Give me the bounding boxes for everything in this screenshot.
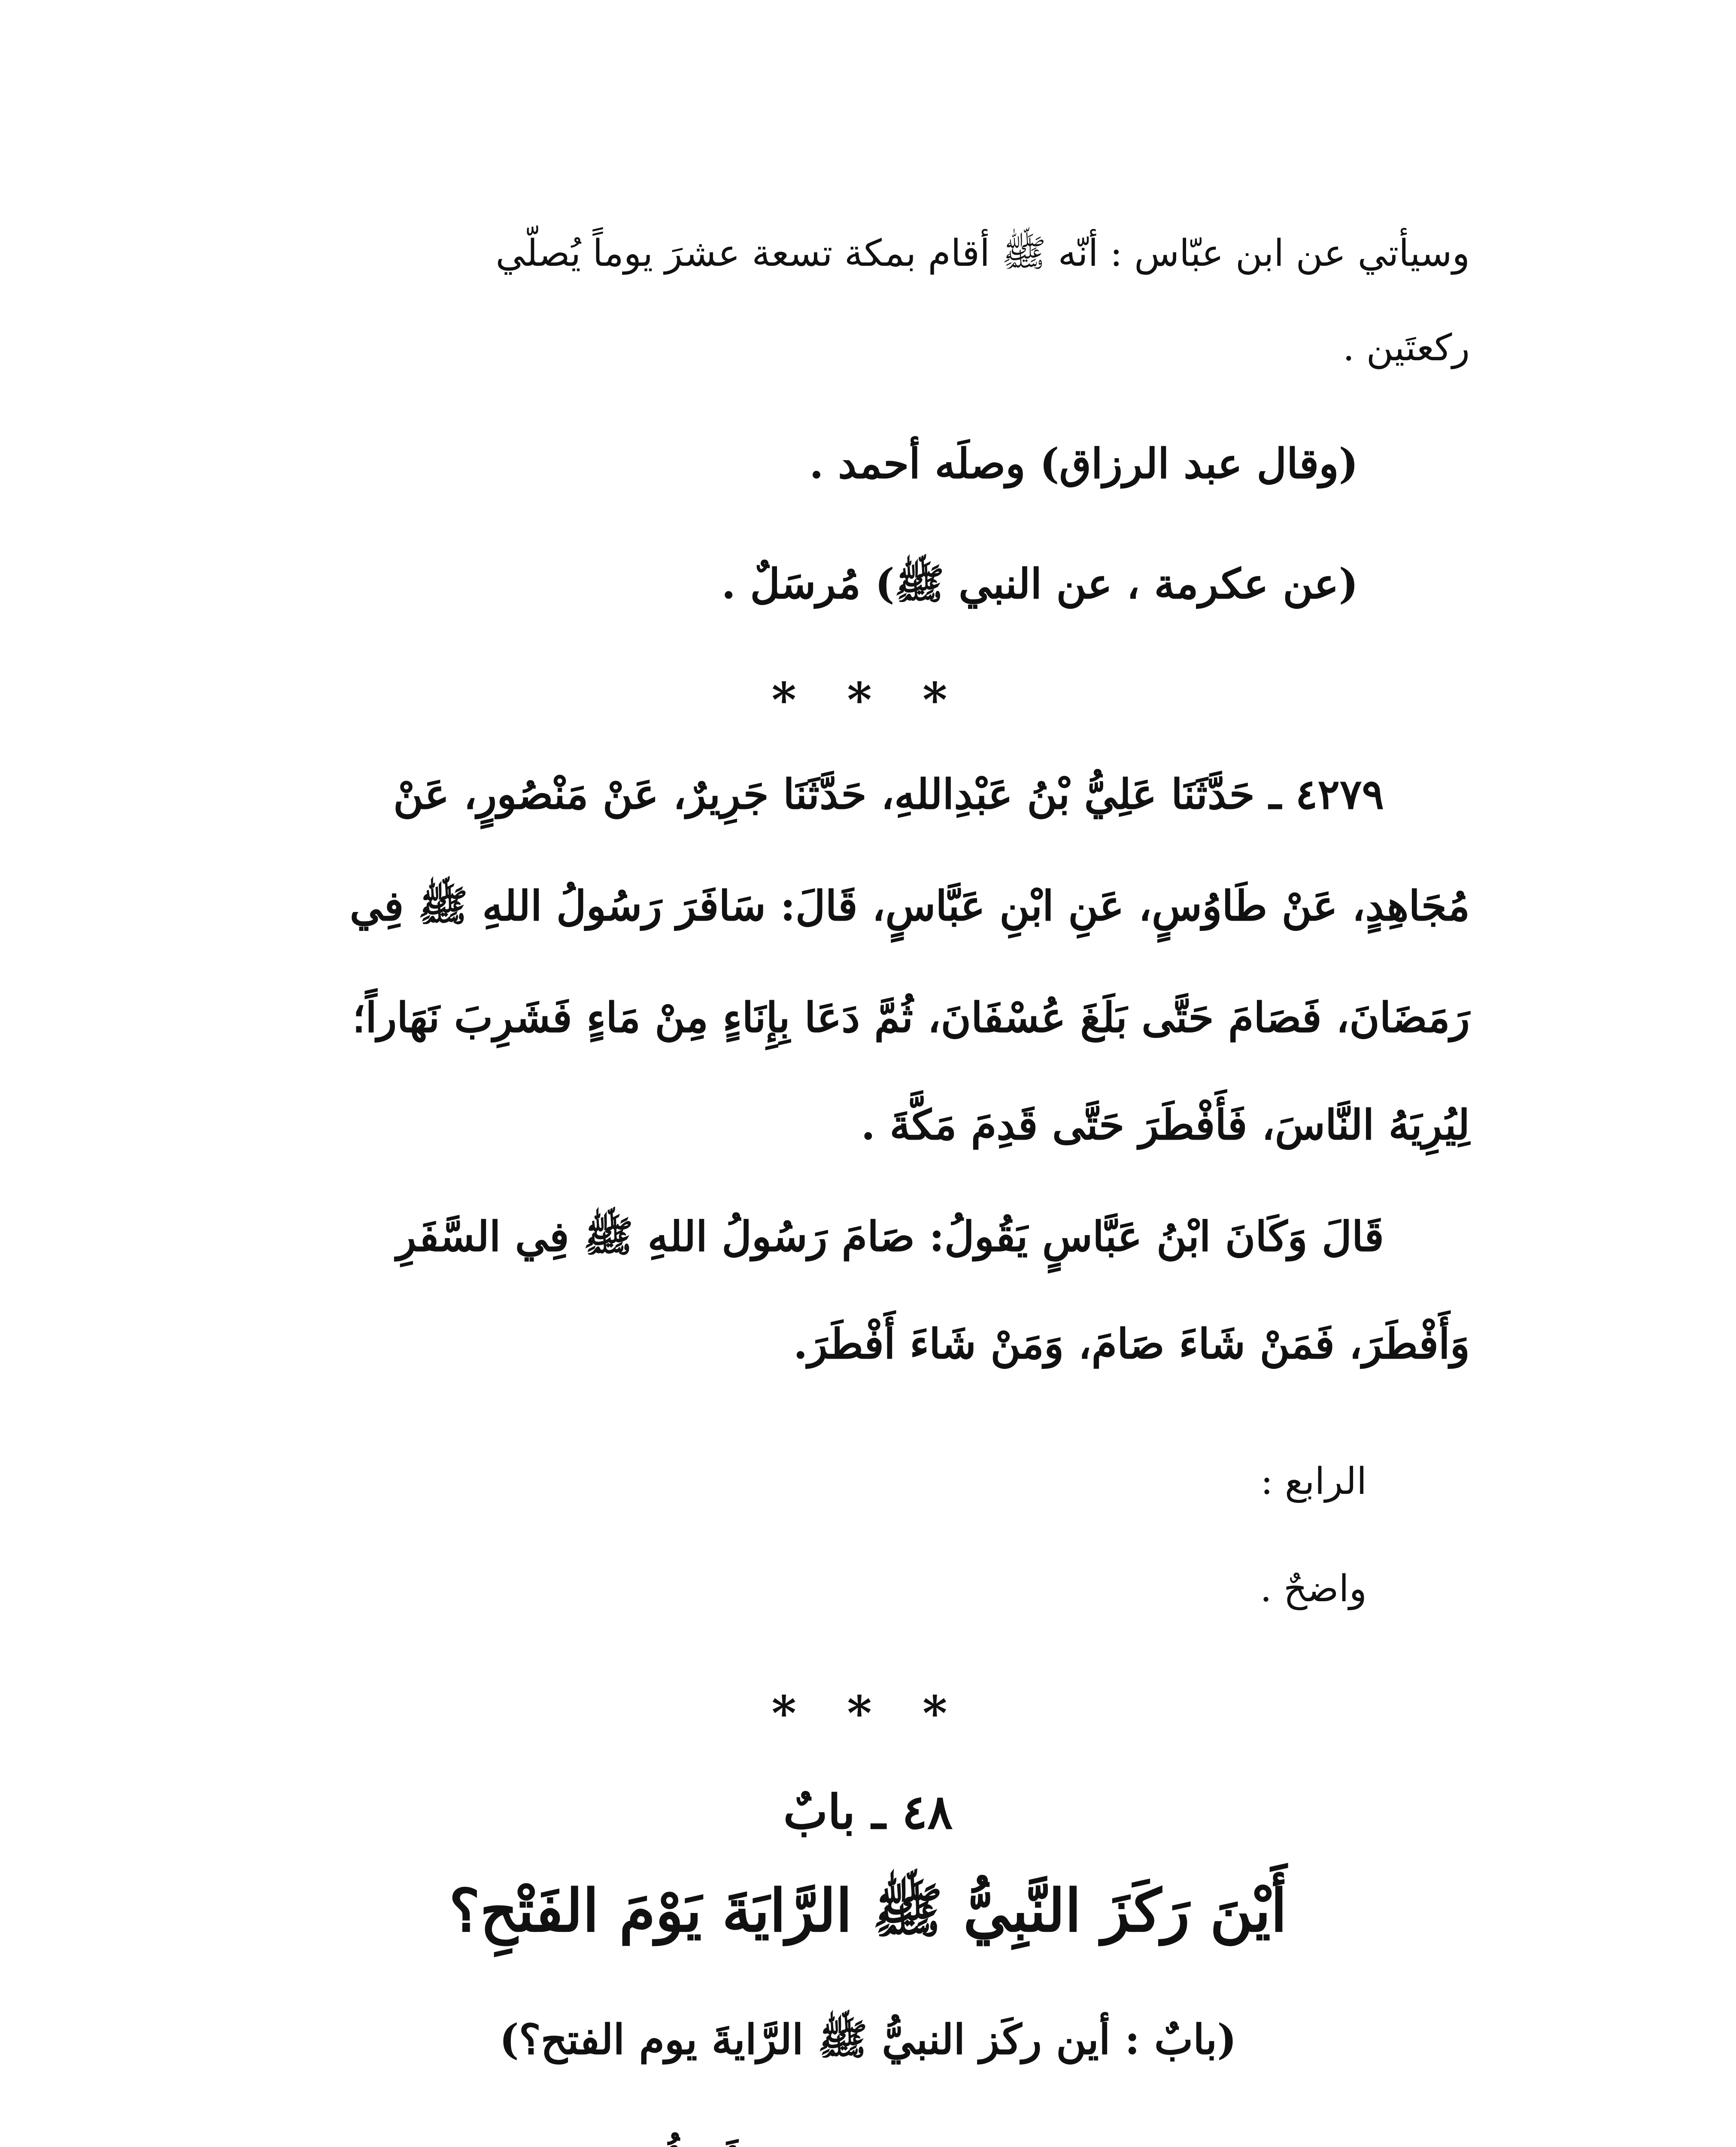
quoted-text-line-2: (عن عكرمة ، عن النبي ﷺ) مُرسَلٌ . bbox=[721, 560, 1358, 608]
commentary-line-3: واضحٌ . bbox=[1260, 1567, 1367, 1610]
chapter-title: أَيْنَ رَكَزَ النَّبِيُّ ﷺ الرَّايَةَ يَوْمَ الفَتْحِ؟ bbox=[449, 1876, 1287, 1945]
commentary-line-2: ركعتَين . bbox=[1342, 326, 1470, 369]
hadith-4279-line-3: رَمَضَانَ، فَصَامَ حَتَّى بَلَغَ عُسْفَانَ، ثُمَّ دَعَا بِإِنَاءٍ مِنْ مَاءٍ فَشَرِبَ نَهَاراً؛ bbox=[352, 993, 1470, 1042]
chapter-number: ٤٨ ـ بابٌ bbox=[783, 1784, 953, 1840]
hadith-4279-line-2: مُجَاهِدٍ، عَنْ طَاوُسٍ، عَنِ ابْنِ عَبَّاسٍ، قَالَ: سَافَرَ رَسُولُ اللهِ ﷺ فِي bbox=[349, 882, 1470, 930]
quoted-text-line-1: (وقال عبد الرزاق) وصلَه أحمد . bbox=[809, 439, 1358, 488]
commentary-heading: الرابع : bbox=[1260, 1460, 1367, 1503]
separator-stars-2: * * * bbox=[771, 1685, 965, 1741]
hadith-4280-line-1 bbox=[242, 2143, 1384, 2147]
chapter-quoted-title: (بابٌ : أين ركَز النبيُّ ﷺ الرَّايةَ يوم الفتح؟) bbox=[499, 2015, 1237, 2064]
hadith-4279-line-1: ٤٢٧٩ ـ حَدَّثَنَا عَلِيُّ بْنُ عَبْدِاللهِ، حَدَّثَنَا جَرِيرٌ، عَنْ مَنْصُورٍ، عَنْ bbox=[393, 770, 1384, 818]
commentary-line-1: وسيأتي عن ابن عبّاس : أنّه ﷺ أقام بمكة تسعة عشرَ يوماً يُصلّي bbox=[495, 232, 1470, 275]
hadith-4279-line-4: لِيُرِيَهُ النَّاسَ، فَأَفْطَرَ حَتَّى قَدِمَ مَكَّةَ . bbox=[861, 1101, 1470, 1149]
hadith-4279-line-6: وَأَفْطَرَ، فَمَنْ شَاءَ صَامَ، وَمَنْ شَاءَ أَفْطَرَ. bbox=[793, 1320, 1470, 1368]
hadith-4279-line-5: قَالَ وَكَانَ ابْنُ عَبَّاسٍ يَقُولُ: صَامَ رَسُولُ اللهِ ﷺ فِي السَّفَرِ bbox=[396, 1212, 1384, 1261]
separator-stars-1: * * * bbox=[771, 672, 965, 727]
